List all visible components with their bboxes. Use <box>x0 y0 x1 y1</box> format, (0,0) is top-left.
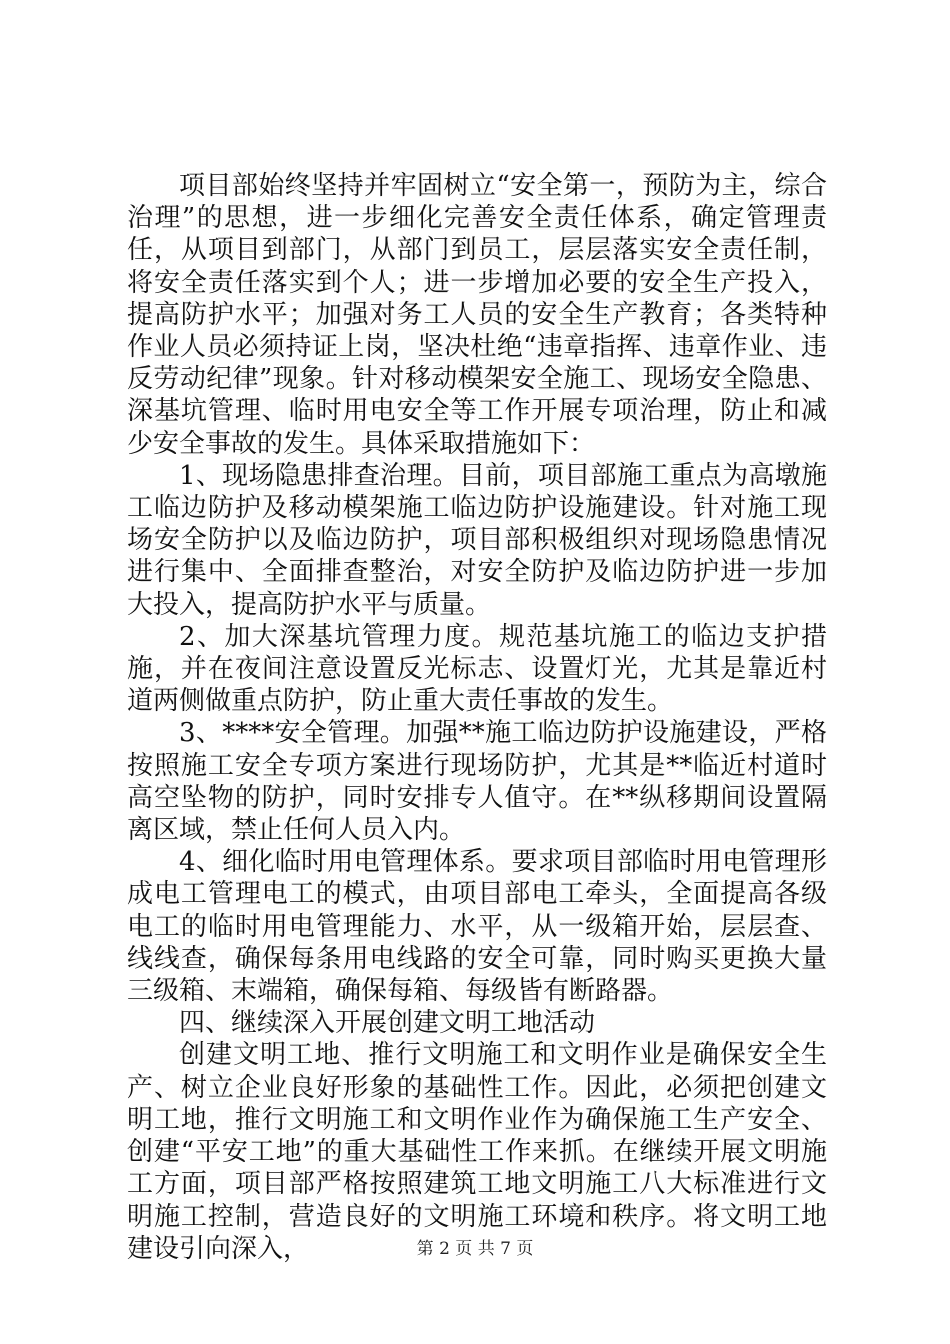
document-body <box>127 170 827 1265</box>
section-heading: 四、继续深入开展创建文明工地活动 <box>179 1008 596 1039</box>
paragraph-intro: 项目部始终坚持并牢固树立“安全第一，预防为主，综合治理”的思想，进一步细化完善安全责任体系，确定管理责任，从项目到部门，从部门到员工，层层落实安全责任制，将安全责任落实到个人；进一步增加必要的安全生产投入，提高防护水平；加强对务工人员的安全生产教育；各类特种作业人员必须持证上岗，坚决杜绝“违章指挥、违章作业、违反劳动纪律”现象。针对移动模架安全施工、现场安全隐患、深基坑管理、临时用电安全等工作开展专项治理，防止和减少安全事故的发生。具体采取措施如下： <box>127 171 827 459</box>
page-footer: 第 2 页 共 7 页 <box>416 1239 534 1259</box>
paragraph-item-1: 1、现场隐患排查治理。目前，项目部施工重点为高墩施工临边防护及移动模架施工临边防护设施建设。针对施工现场安全防护以及临边防护，项目部积极组织对现场隐患情况进行集中、全面排查整治，对安全防护及临边防护进一步加大投入，提高防护水平与质量。 <box>127 460 827 620</box>
paragraph-item-4: 4、细化临时用电管理体系。要求项目部临时用电管理形成电工管理电工的模式，由项目部电工牵头，全面提高各级电工的临时用电管理能力、水平，从一级箱开始，层层查、线线查，确保每条用电线路的安全可靠，同时购买更换大量三级箱、末端箱，确保每箱、每级皆有断路器。 <box>127 847 827 1007</box>
paragraph-civilized-site: 创建文明工地、推行文明施工和文明作业是确保安全生产、树立企业良好形象的基础性工作。因此，必须把创建文明工地，推行文明施工和文明作业作为确保施工生产安全、创建“平安工地”的重大基础性工作来抓。在继续开展文明施工方面，项目部严格按照建筑工地文明施工八大标准进行文明施工控制，营造良好的文明施工环境和秩序。将文明工地建设引向深入， <box>127 1040 827 1264</box>
paragraph-item-2: 2、加大深基坑管理力度。规范基坑施工的临边支护措施，并在夜间注意设置反光标志、设置灯光，尤其是靠近村道两侧做重点防护，防止重大责任事故的发生。 <box>127 621 827 717</box>
paragraph-item-3: 3、****安全管理。加强**施工临边防护设施建设，严格按照施工安全专项方案进行现场防护，尤其是**临近村道时高空坠物的防护，同时安排专人值守。在**纵移期间设置隔离区域，禁止任何人员入内。 <box>127 718 827 846</box>
